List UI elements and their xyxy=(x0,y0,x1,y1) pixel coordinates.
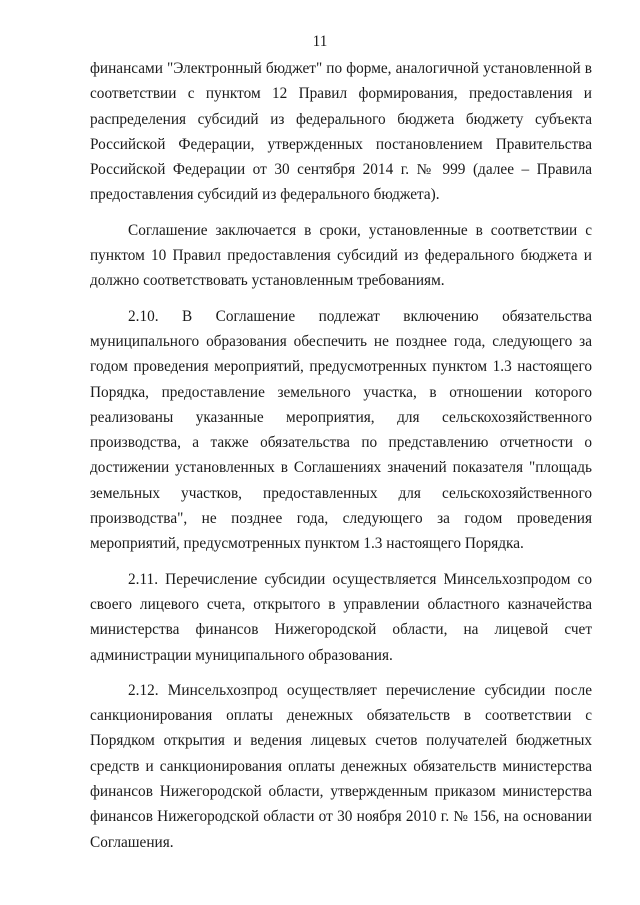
paragraph-2-12: 2.12. Минсельхозпрод осуществляет перечисление субсидии после санкционирования оплаты денежных обязательств в соответствии с Порядком открытия и ведения лицевых счетов получателей бюджетных средств и санкционирования оплаты денежных обязательств министерства финансов Нижегородской области, утвержденным приказом министерства финансов Нижегородской области от 30 ноября 2010 г. № 156, на основании Соглашения. xyxy=(90,681,592,851)
paragraph-continuation: финансами "Электронный бюджет" по форме, аналогичной установленной в соответствии с пунктом 12 Правил формирования, предоставления и распределения субсидий из федерального бюджета бюджету субъекта Российской Федерации, утвержденных постановлением Правительства Российской Федерации от 30 сентября 2014 г. № 999 (далее – Правила предоставления субсидий из федерального бюджета). xyxy=(90,60,592,204)
page-number: 11 xyxy=(312,33,328,50)
document-body xyxy=(90,56,592,865)
paragraph-2-10: 2.10. В Соглашение подлежат включению обязательства муниципального образования обеспечить не позднее года, следующего за годом проведения мероприятий, предусмотренных пунктом 1.3 настоящего Порядка, предоставление земельного участка, в отношении которого реализованы указанные мероприятия, для сельскохозяйственного производства, а также обязательства по представлению отчетности о достижении установленных в Соглашениях значений показателя "площадь земельных участков, предоставленных для сельскохозяйственного производства", не позднее года, следующего за годом проведения мероприятий, предусмотренных пунктом 1.3 настоящего Порядка. xyxy=(90,307,592,553)
paragraph-agreement-terms: Соглашение заключается в сроки, установленные в соответствии с пунктом 10 Правил предоставления субсидий из федерального бюджета и должно соответствовать установленным требованиям. xyxy=(90,221,592,290)
paragraph-2-11: 2.11. Перечисление субсидии осуществляется Минсельхозпродом со своего лицевого счета, открытого в управлении областного казначейства министерства финансов Нижегородской области, на лицевой счет администрации муниципального образования. xyxy=(90,570,592,664)
